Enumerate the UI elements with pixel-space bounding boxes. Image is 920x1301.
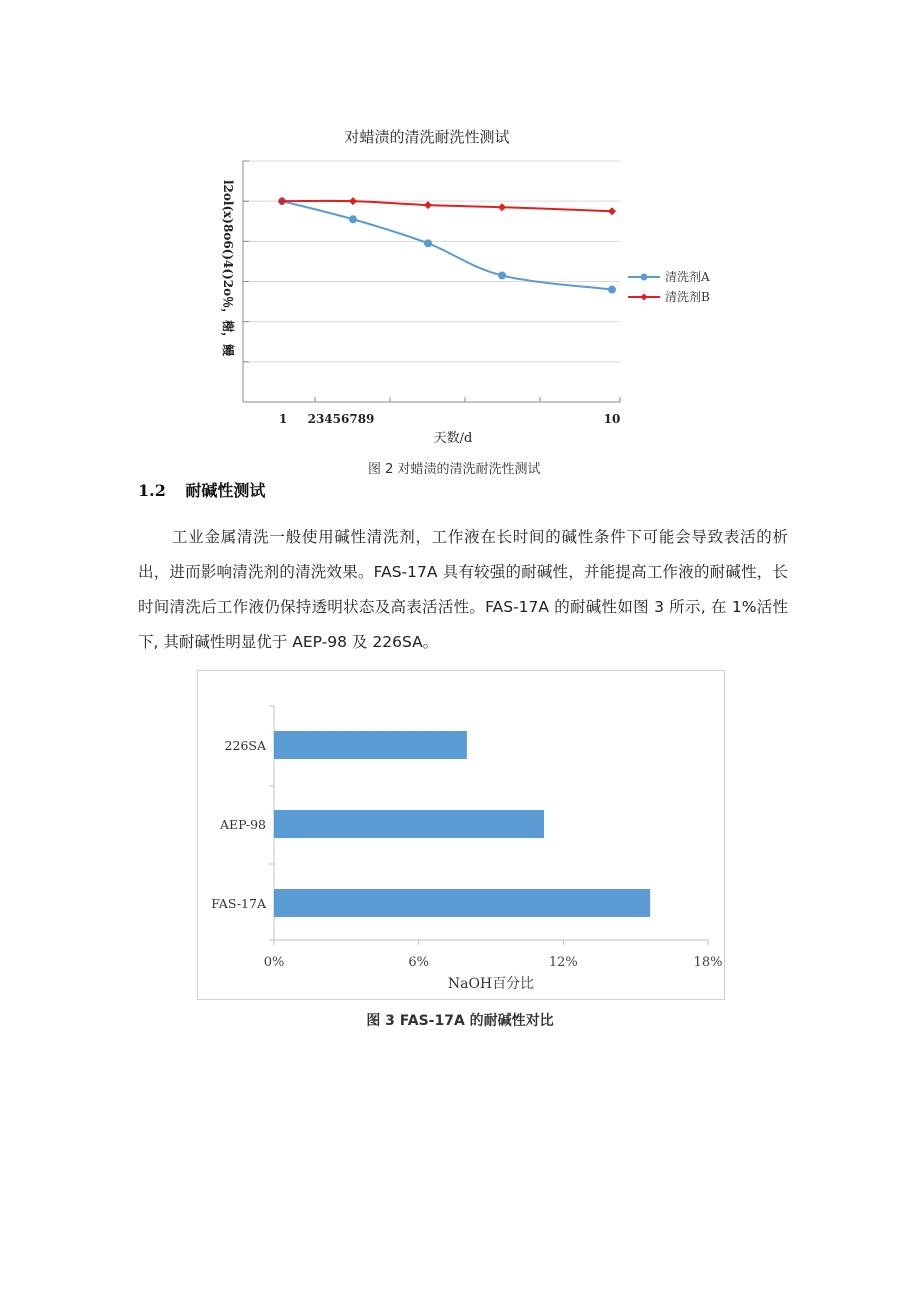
- chart1-x-tick-label: 23456789: [307, 412, 375, 426]
- chart1-labels: [279, 128, 621, 445]
- chart1-series-line-a: [282, 201, 612, 289]
- chart1-x-tick-label: 10: [603, 412, 621, 426]
- chart1-x-tick-label: 1: [278, 412, 288, 426]
- chart1-point-b: [424, 201, 432, 209]
- chart1-legend-label: 清洗剂B: [665, 290, 710, 304]
- chart2-bars: [274, 731, 650, 917]
- chart1-point-b: [608, 207, 616, 215]
- chart2-category-label: AEP-98: [219, 817, 266, 832]
- chart1-y-axis-label: l2ol(x)8o6()4()2o％，榭，鳗: [221, 180, 235, 357]
- figure3-bar-chart: [197, 670, 725, 1000]
- body-paragraph: 工业金属清洗一般使用碱性清洗剂，工作液在长时间的碱性条件下可能会导致表活的析出，进而影响清洗剂的清洗效果。FAS-17A 具有较强的耐碱性，并能提高工作液的耐碱性，长时间清洗后工作液仍保持透明状态及高表活活性。FAS-17A 的耐碱性如图 3 所示, 在 1%活性下, 其耐碱性明显优于 AEP-98 及 226SA。: [138, 528, 788, 651]
- chart1-point-a: [424, 239, 432, 247]
- chart1-point-a: [498, 271, 506, 279]
- chart2-category-label: FAS-17A: [211, 896, 266, 911]
- chart2-labels: [211, 738, 722, 992]
- chart1-legend-marker: [641, 294, 648, 301]
- chart2-x-axis-label: NaOH百分比: [447, 976, 535, 992]
- chart1-series-line-b: [282, 201, 612, 211]
- chart1-gridlines: [243, 161, 620, 362]
- section-number: 1.2: [138, 481, 166, 500]
- chart2-bar-fas-17a: [274, 889, 650, 917]
- chart1-y-axis-label-wrap: [206, 180, 235, 357]
- chart1-point-b: [349, 197, 357, 205]
- chart2-x-tick-label: 12%: [548, 955, 578, 970]
- chart1-point-b: [498, 203, 506, 211]
- chart1-legend: [628, 269, 710, 304]
- figure2-caption: 图 2 对蜡渍的清洗耐洗性测试: [368, 462, 541, 475]
- chart1-legend-label: 清洗剂A: [665, 270, 710, 284]
- chart2-bar-aep-98: [274, 810, 544, 838]
- figure3-caption: 图 3 FAS-17A 的耐碱性对比: [366, 1013, 554, 1029]
- chart1-series: [278, 197, 616, 293]
- chart2-category-label: 226SA: [224, 738, 266, 753]
- chart1-point-a: [608, 286, 616, 294]
- chart1-point-a: [349, 215, 357, 223]
- figure2-line-chart: [200, 115, 720, 445]
- chart2-x-tick-label: 6%: [408, 955, 429, 970]
- chart2-x-tick-label: 0%: [263, 955, 285, 970]
- chart1-title: 对蜡渍的清洗耐洗性测试: [344, 128, 510, 146]
- chart2-x-tick-label: 18%: [693, 955, 723, 970]
- section-title: 耐碱性测试: [185, 481, 266, 500]
- chart1-legend-marker: [641, 274, 648, 281]
- chart1-x-axis-label: 天数/d: [433, 431, 473, 445]
- section-heading: [138, 478, 265, 501]
- chart2-bar-226sa: [274, 731, 467, 759]
